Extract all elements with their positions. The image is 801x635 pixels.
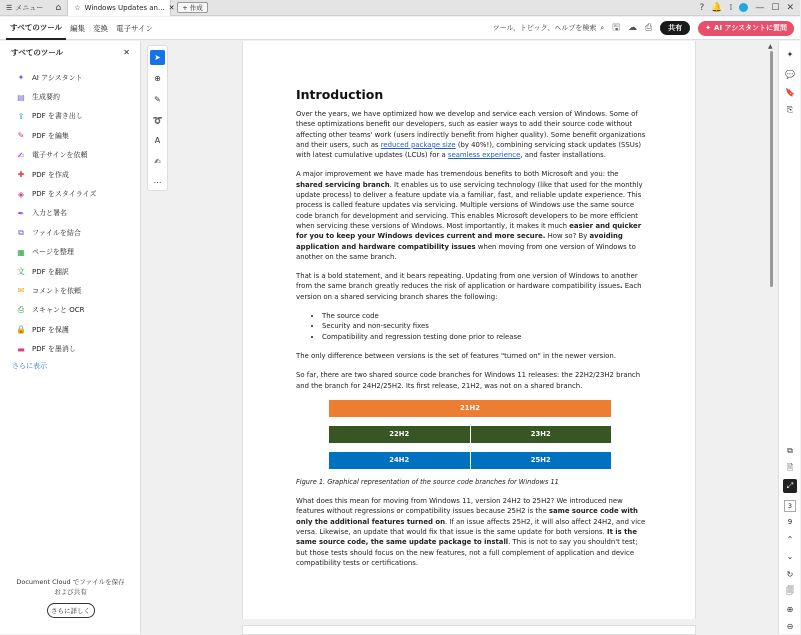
- fit-page-icon[interactable]: ⤢: [783, 479, 797, 493]
- create-pdf-icon: ✚: [17, 170, 25, 180]
- comment-icon: ✉: [17, 286, 25, 296]
- select-cursor-icon[interactable]: ➤: [150, 50, 165, 65]
- branch-row-24h2-25h2: [329, 452, 611, 469]
- maximize-icon[interactable]: ☐: [771, 2, 780, 13]
- tool-item[interactable]: [0, 165, 140, 184]
- organize-icon: ▦: [17, 247, 25, 257]
- home-icon[interactable]: ⌂: [55, 2, 62, 13]
- list-item: • The source code: [322, 311, 646, 321]
- page-number-input[interactable]: 3: [784, 500, 796, 512]
- close-window-icon[interactable]: ✕: [786, 2, 794, 13]
- new-tab-button[interactable]: + 作成: [177, 2, 207, 13]
- lasso-draw-icon[interactable]: ➰: [152, 115, 163, 125]
- shared-items-list: [322, 311, 646, 342]
- search-icon: ⌕: [600, 23, 605, 32]
- tool-label: 入力と署名: [32, 209, 67, 218]
- total-pages: 9: [787, 518, 793, 526]
- document-viewer: [142, 41, 776, 634]
- more-tools-icon[interactable]: ⋯: [153, 178, 162, 188]
- tool-item[interactable]: [0, 126, 140, 145]
- comment-icon[interactable]: 💬: [785, 69, 795, 79]
- avatar[interactable]: [739, 3, 748, 12]
- bookmark-icon[interactable]: 🔖: [785, 87, 795, 97]
- tool-label: AI アシスタント: [32, 73, 83, 82]
- apps-grid-icon[interactable]: ⁞: [729, 2, 733, 13]
- save-icon[interactable]: 🖫: [612, 23, 620, 33]
- stylize-icon: ◈: [17, 189, 25, 199]
- export-pdf-icon: ⇪: [17, 111, 25, 121]
- tool-label: PDF を書き出し: [32, 112, 83, 121]
- protect-icon: 🔒: [16, 325, 26, 335]
- zoom-out-icon[interactable]: ⊖: [786, 621, 794, 631]
- tool-label: PDF を墨消し: [32, 345, 76, 354]
- tool-item[interactable]: [0, 223, 140, 242]
- tool-label: PDF を編集: [32, 131, 69, 140]
- show-more-link[interactable]: さらに表示: [12, 361, 47, 370]
- seamless-experience-link[interactable]: seamless experience: [447, 151, 521, 160]
- tool-item[interactable]: [0, 320, 140, 339]
- refresh-icon[interactable]: ↻: [786, 569, 794, 579]
- menu-all-tools[interactable]: すべてのツール: [6, 17, 66, 40]
- branch-bar-23h2: 23H2: [471, 426, 612, 443]
- minimize-icon[interactable]: —: [755, 2, 765, 13]
- document-heading: Introduction: [296, 87, 384, 102]
- next-pdf-page: [242, 625, 696, 635]
- tool-item[interactable]: [0, 339, 140, 358]
- list-item: • Compatibility and regression testing done prior to release: [322, 332, 646, 342]
- tool-label: PDF を翻訳: [32, 267, 69, 276]
- tool-list: [0, 68, 140, 359]
- tool-label: ページを整理: [32, 248, 74, 257]
- help-icon[interactable]: ?: [699, 2, 705, 13]
- menu-e-sign[interactable]: 電子サイン: [116, 23, 154, 33]
- all-tools-panel: [0, 41, 141, 634]
- figure-caption: Figure 1. Graphical representation of the source code branches for Windows 11: [296, 477, 559, 486]
- ai-assistant-button[interactable]: ✦ AI アシスタントに質問: [698, 21, 794, 36]
- zoom-in-icon[interactable]: ⊕: [786, 604, 794, 614]
- search-tools[interactable]: ツール、トピック、ヘルプを検索 ⌕: [492, 23, 605, 32]
- tool-item[interactable]: [0, 146, 140, 165]
- sign-icon[interactable]: ✍: [154, 157, 161, 167]
- tool-item[interactable]: [0, 204, 140, 223]
- panel-title: すべてのツール: [11, 48, 64, 57]
- tool-item[interactable]: [0, 87, 140, 106]
- plus-icon: +: [182, 3, 188, 12]
- branch-bar-22h2: 22H2: [329, 426, 470, 443]
- hamburger-icon: ☰: [6, 3, 13, 12]
- paragraph-1: Over the years, we have optimized how we develop and service each version of Windows. Some of these optimizations benefit our developers, such as easier ways to add their source code without affecting other teams' work (users indirectly benefit from higher quality). Some benefit organizations and their users, such as reduced package size (by 40%!), combining servicing stack updates (SSUs) with latest cumulative updates (LCUs) for a seamless experience, and faster installations.: [296, 110, 646, 160]
- zoom-tool-icon[interactable]: ⊕: [154, 73, 161, 83]
- document-properties-icon[interactable]: 🗎: [786, 463, 794, 472]
- tool-item[interactable]: [0, 243, 140, 262]
- upload-cloud-icon[interactable]: ☁: [627, 23, 637, 33]
- tool-label: 電子サインを依頼: [32, 151, 88, 160]
- tab-title: Windows Updates an...: [84, 3, 165, 12]
- reduced-package-size-link[interactable]: reduced package size: [380, 140, 456, 149]
- document-cloud-promo: Document Cloud でファイルを保存 および共有 さらに詳しく: [0, 577, 141, 618]
- tool-label: コメントを依頼: [32, 286, 81, 295]
- list-item: • Security and non-security fixes: [322, 321, 646, 331]
- document-tab[interactable]: [67, 0, 175, 16]
- save-copy-icon[interactable]: 🗐: [786, 586, 794, 595]
- fill-sign-icon: ✒: [17, 208, 25, 218]
- paragraph-6: What does this mean for moving from Windows 11, version 24H2 to 25H2? We introduced new features without regressions or compatibility issues because 25H2 is the same source code with only the additional features turned on. If an issue affects 25H2, it will also affect 24H2, and vice versa. Likewise, an update that would fix that issue is the same update for both versions. It is the same source code, the same update package to install. This is not to say you shouldn't test; but those tests should focus on the new features, not a full complement of application and device compatibility tests or certifications.: [296, 497, 646, 567]
- ai-chat-icon[interactable]: ✦: [786, 49, 794, 59]
- scan-icon: ⎙: [17, 305, 25, 315]
- tool-item[interactable]: [0, 107, 140, 126]
- translate-icon: 文: [17, 267, 25, 277]
- tool-item[interactable]: [0, 262, 140, 281]
- branch-bar-25h2: 25H2: [471, 452, 612, 469]
- menu-edit[interactable]: 編集: [70, 23, 86, 33]
- page-up-icon[interactable]: ⌃: [786, 534, 794, 544]
- browser-tab-bar: [0, 0, 800, 16]
- branch-diagram: [329, 400, 611, 469]
- right-rail: [778, 41, 800, 634]
- tool-label: ファイルを結合: [32, 228, 81, 237]
- pdf-page: [242, 41, 696, 619]
- scroll-thumb[interactable]: [770, 51, 773, 287]
- tool-label: スキャンと OCR: [32, 306, 85, 315]
- tool-label: PDF を保護: [32, 325, 69, 334]
- menu-button[interactable]: [0, 0, 49, 16]
- ai-assistant-icon: ✦: [17, 73, 25, 83]
- pen-annotate-icon[interactable]: ✎: [154, 94, 161, 104]
- quick-tools-toolbar: [147, 45, 168, 191]
- tool-item[interactable]: [0, 184, 140, 203]
- tool-label: 生成要約: [32, 93, 60, 102]
- close-panel-icon[interactable]: ✕: [123, 48, 130, 57]
- paragraph-4: The only difference between versions is the set of features "turned on" in the newer version.: [296, 351, 616, 360]
- combine-icon: ⧉: [18, 227, 24, 237]
- paragraph-5: So far, there are two shared source code branches for Windows 11 releases: the 22H2/23H2 branch and the branch for 24H2/25H2. Its first release, 21H2, was not on a shared branch.: [296, 371, 641, 390]
- tool-item[interactable]: [0, 68, 140, 87]
- star-icon[interactable]: ☆: [74, 3, 81, 12]
- scroll-up-icon[interactable]: ▲: [768, 43, 773, 50]
- page-down-icon[interactable]: ⌄: [786, 551, 794, 561]
- tool-label: PDF を作成: [32, 170, 69, 179]
- branch-bar-24h2: 24H2: [329, 452, 470, 469]
- tool-label: PDF をスタイライズ: [32, 190, 97, 199]
- print-icon[interactable]: ⎙: [644, 23, 653, 33]
- document-scrollbar[interactable]: [768, 41, 776, 634]
- page-thumbnails-icon[interactable]: ⧉: [787, 446, 793, 455]
- share-button[interactable]: 共有: [660, 21, 690, 35]
- ai-sparkle-icon: ✦: [705, 24, 712, 32]
- branch-bar-21h2: 21H2: [329, 400, 611, 417]
- menu-bar: [0, 17, 800, 40]
- tool-item[interactable]: [0, 301, 140, 320]
- branch-row-22h2-23h2: [329, 426, 611, 443]
- notification-bell-icon[interactable]: 🔔: [711, 2, 723, 13]
- redact-icon: ▬: [17, 344, 25, 354]
- tool-item[interactable]: [0, 281, 140, 300]
- close-tab-icon[interactable]: ✕: [168, 3, 175, 12]
- menu-convert[interactable]: 変換: [93, 23, 109, 33]
- learn-more-button[interactable]: さらに詳しく: [47, 603, 95, 618]
- edit-pdf-icon: ✎: [17, 131, 25, 141]
- request-sign-icon: ✍: [17, 150, 25, 160]
- text-box-icon[interactable]: A: [154, 136, 161, 146]
- menu-label: メニュー: [15, 3, 44, 12]
- paragraph-3: That is a bold statement, and it bears repeating. Updating from one version of Windows to another from the same branch greatly reduces the risk of application or hardware compatibility issues. Each version on a shared servicing branch shares the following:: [296, 272, 642, 301]
- attachments-icon[interactable]: ⎘: [786, 105, 794, 114]
- summary-icon: ▤: [17, 92, 25, 102]
- paragraph-2: A major improvement we have made has tremendous benefits to both Microsoft and you: the shared servicing branch. It enables us to use servicing technology (like that used for the monthly update process) to deliver a feature update via a familiar, fast, and reliable update experience. This process is called feature updates via servicing. Multiple versions of Windows use the same source code branch for development and servicing. This enables Microsoft developers to be more efficient when servicing these versions of Windows. Most importantly, it makes it much easier and quicker for you to keep your Windows devices current and more secure. How so? By avoiding application and hardware compatibility issues when moving from one version of Windows to another on the same branch.: [296, 170, 643, 261]
